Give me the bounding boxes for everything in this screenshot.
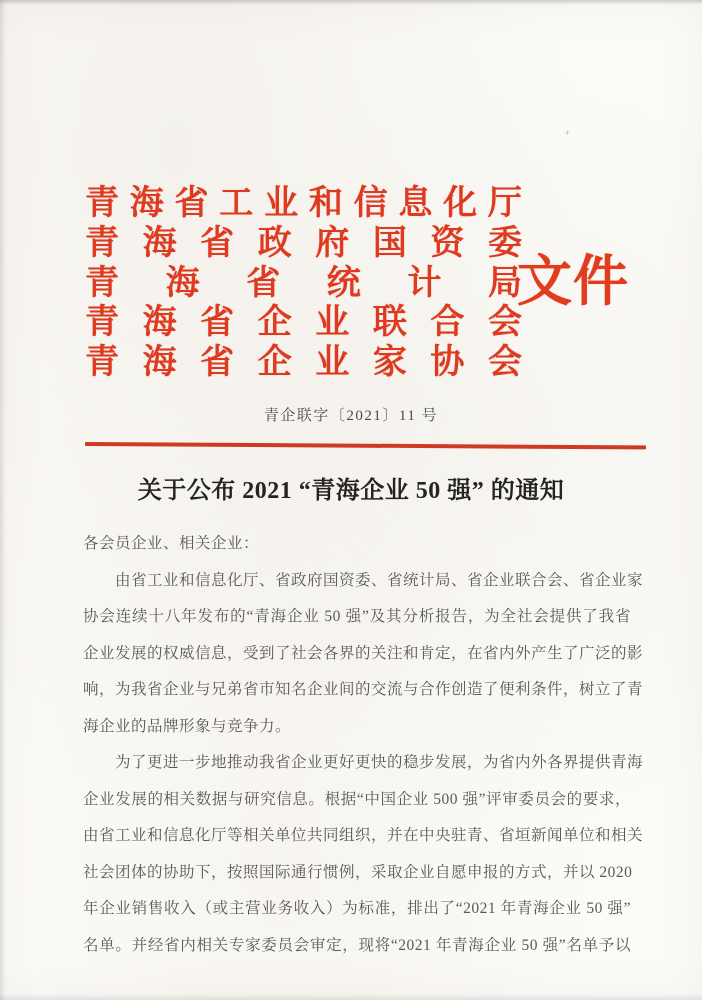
document-body: [83, 526, 644, 964]
document-title: 关于公布 2021 “青海企业 50 强” 的通知: [137, 478, 565, 504]
body-line: 年企业销售收入（或主营业务收入）为标准，排出了“2021 年青海企业 50 强”: [83, 900, 631, 917]
body-line: 企业发展的相关数据与研究信息。根据“中国企业 500 强”评审委员会的要求，: [83, 790, 631, 808]
paper-edge-bottom: [0, 994, 702, 1000]
agency-name-industry-it-dept: 青 海 省 工 业 和 信 息 化 厅: [85, 185, 522, 223]
agency-name-enterprise-confederation: 青 海 省 企 业 联 合 会: [85, 304, 522, 342]
body-line: 为了更进一步地推动我省企业更好更快的稳步发展，为省内外各界提供青海: [83, 754, 644, 771]
body-line: 响，为我省企业与兄弟省市知名企业间的交流与合作创造了便利条件，树立了青: [83, 681, 644, 698]
agency-name-entrepreneurs-association: 青 海 省 企 业 家 协 会: [85, 344, 522, 382]
registration-mark: +: [565, 128, 571, 138]
body-line: 由省工业和信息化厅等相关单位共同组织，并在中央驻青、省垣新闻单位和相关: [83, 827, 644, 844]
red-letterhead: [85, 180, 522, 382]
body-line: 企业发展的权威信息，受到了社会各界的关注和肯定，在省内外产生了广泛的影: [83, 644, 644, 662]
body-line: 由省工业和信息化厅、省政府国资委、省统计局、省企业联合会、省企业家: [83, 571, 644, 589]
body-line: 海企业的品牌形象与竞争力。: [83, 717, 292, 735]
body-line: 名单。并经省内相关专家委员会审定，现将“2021 年青海企业 50 强”名单予以: [83, 936, 631, 954]
body-line: 协会连续十八年发布的“青海企业 50 强”及其分析报告，为全社会提供了我省: [83, 608, 631, 625]
paper-edge-top: [0, 0, 702, 5]
salutation-line: 各会员企业、相关企业：: [83, 535, 260, 552]
agency-name-sasac: 青 海 省 政 府 国 资 委: [85, 225, 522, 263]
agency-name-statistics-bureau: 青 海 省 统 计 局: [85, 264, 522, 302]
red-divider-line: [85, 442, 646, 449]
body-line: 社会团体的协助下，按照国际通行惯例，采取企业自愿申报的方式，并以 2020: [83, 863, 633, 881]
document-reference-number: 青企联字〔2021〕11 号: [263, 408, 439, 424]
document-type-label: 文件: [517, 251, 630, 312]
